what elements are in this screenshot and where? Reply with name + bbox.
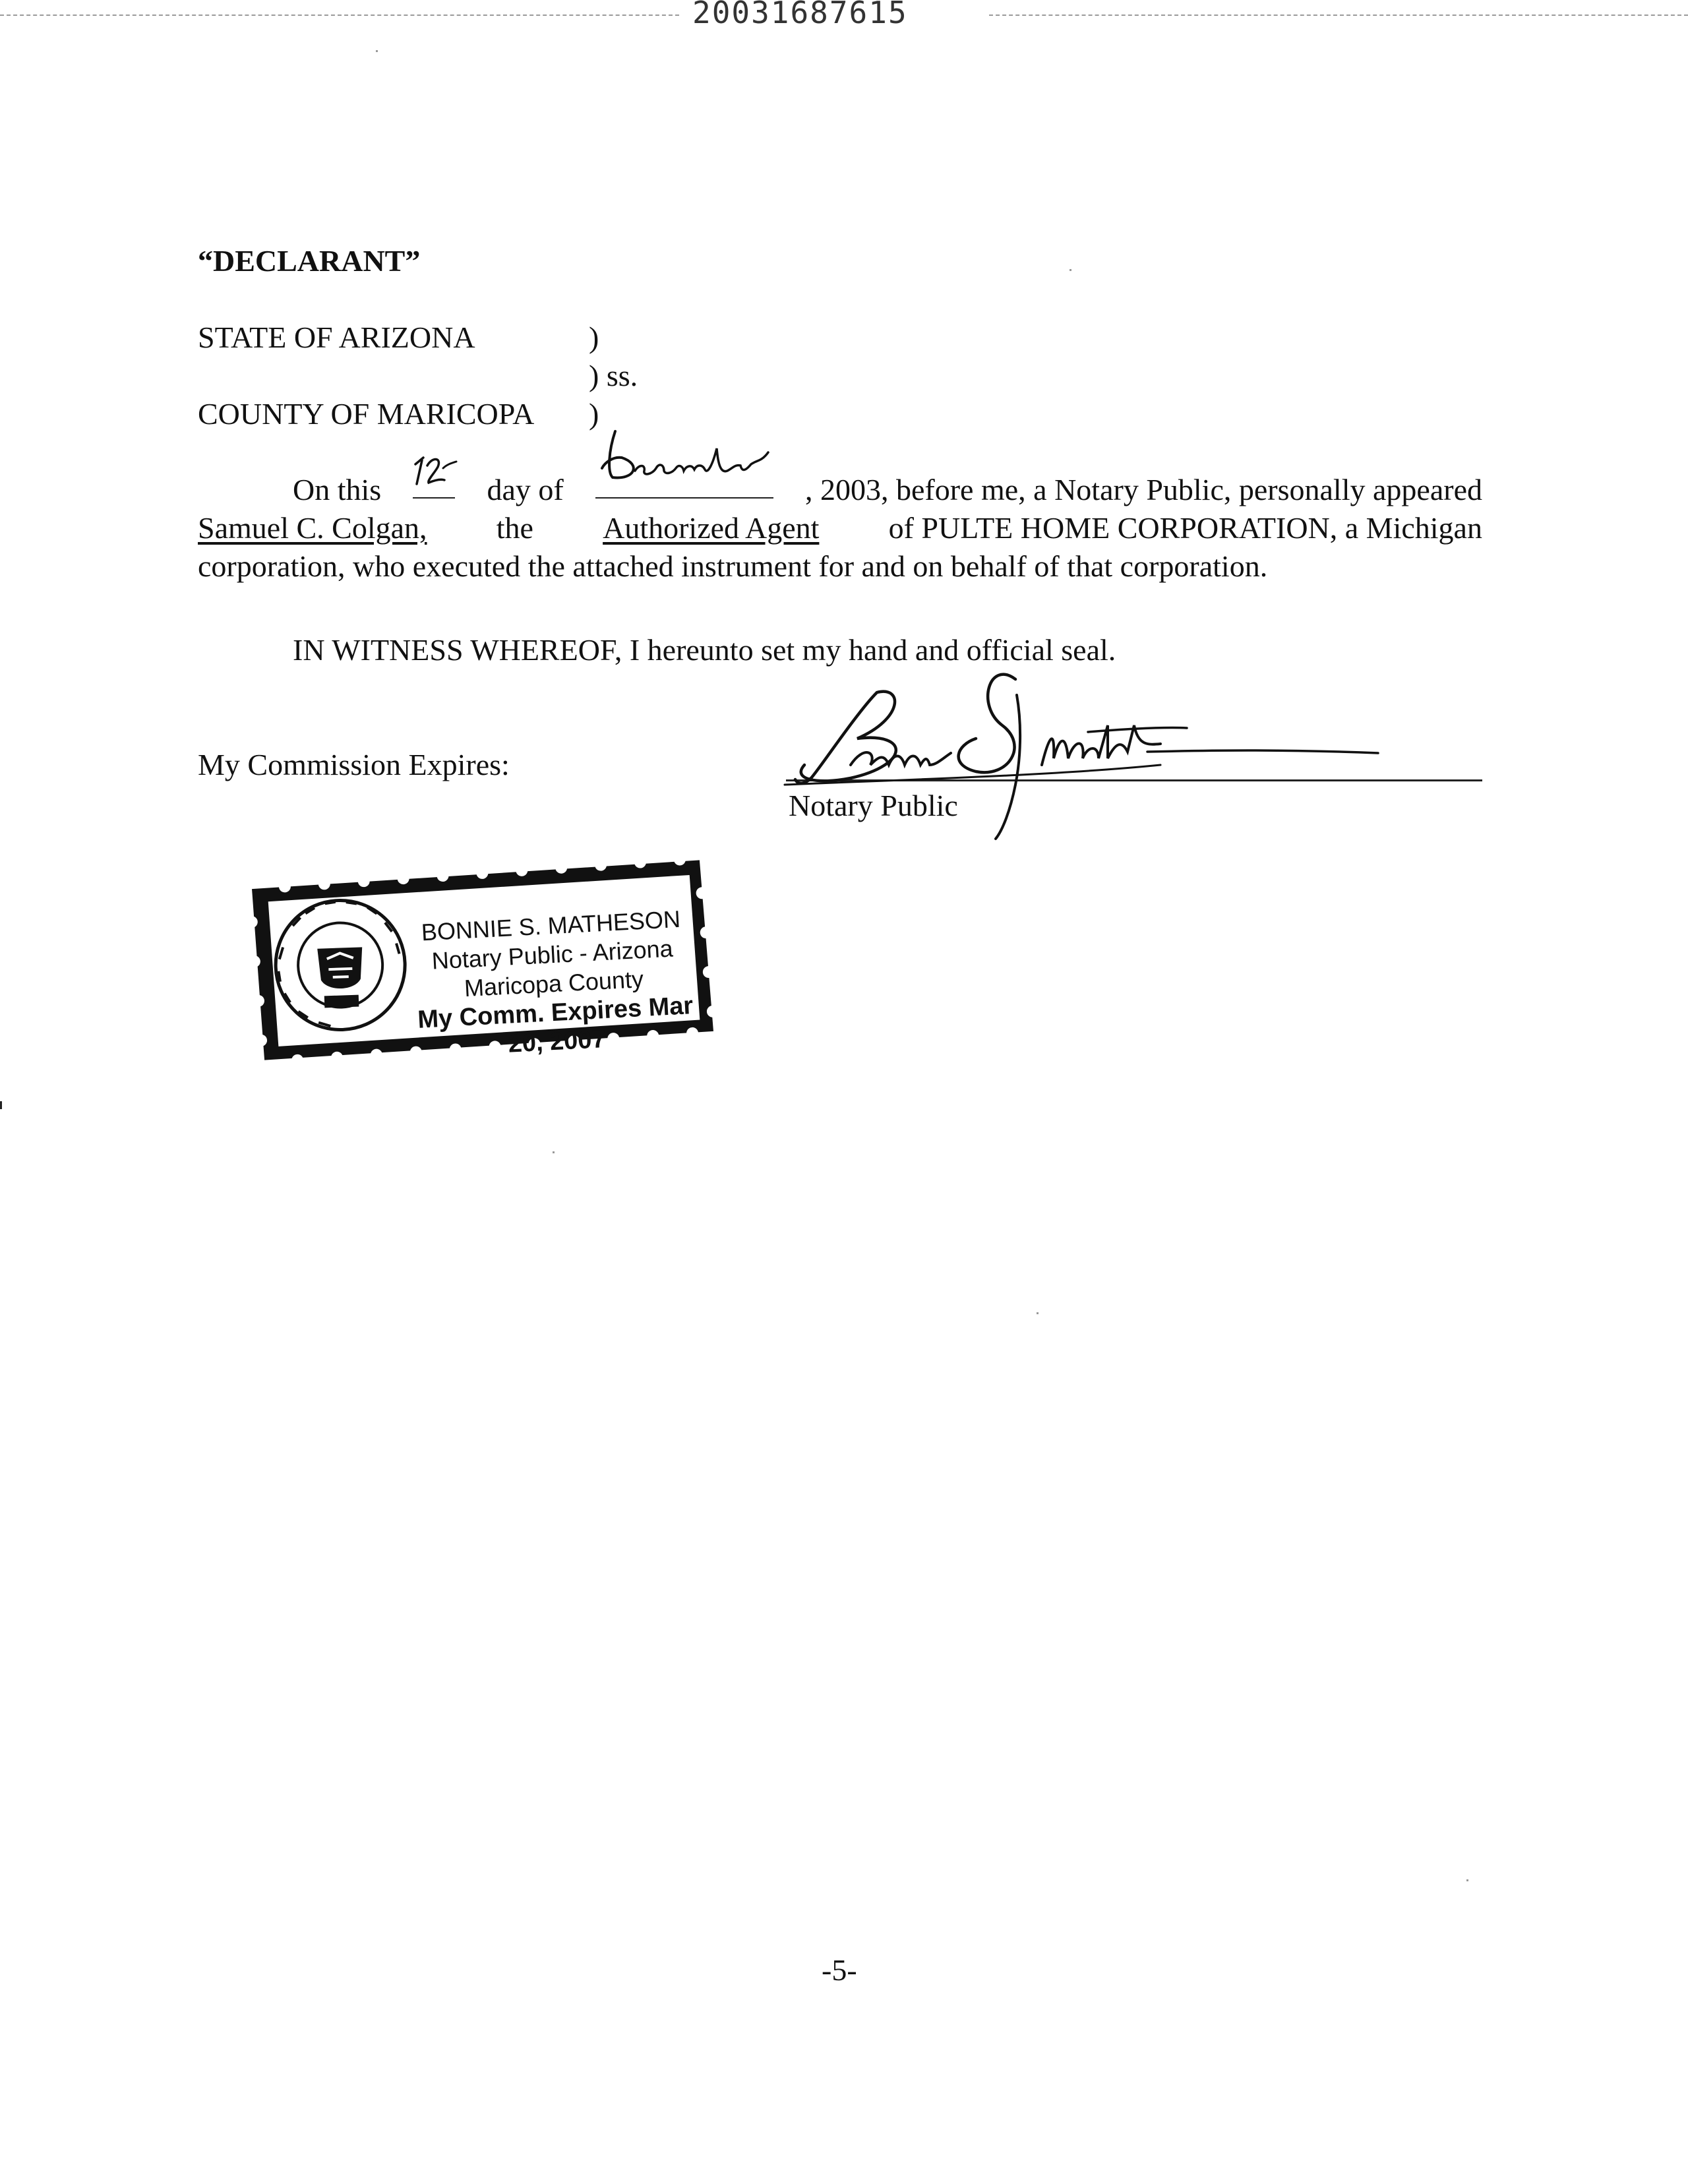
stamp-notary-name: BONNIE S. MATHESON — [420, 905, 681, 946]
declarant-heading: “DECLARANT” — [198, 244, 421, 278]
page-number: -5- — [822, 1953, 857, 1987]
commission-expires-label: My Commission Expires: — [198, 748, 510, 781]
on-this-text: On this — [293, 473, 382, 506]
scan-speck — [553, 1151, 555, 1153]
signer-name: Samuel C. Colgan, — [198, 511, 427, 545]
stamp-county: Maricopa County — [464, 965, 644, 1002]
day-blank — [413, 471, 455, 499]
scan-speck — [1070, 269, 1071, 271]
acknowledgment-line-3: corporation, who executed the attached instrument for and on behalf of that corporation. — [198, 549, 1268, 583]
recording-number: 20031687615 — [692, 0, 908, 30]
arizona-seal-icon — [274, 898, 407, 1032]
venue-ss: ) ss. — [589, 359, 638, 392]
venue-paren: ) — [589, 320, 599, 354]
venue-state: STATE OF ARIZONA — [198, 320, 475, 354]
stamp-notary-title: Notary Public - Arizona — [431, 934, 674, 975]
notary-stamp-text — [392, 903, 716, 1065]
day-of-text: day of — [487, 473, 564, 506]
witness-statement: IN WITNESS WHEREOF, I hereunto set my hand and official seal. — [293, 633, 1116, 667]
corporation-text: of PULTE HOME CORPORATION, a Michigan — [888, 511, 1482, 545]
scan-speck — [1037, 1312, 1039, 1314]
handwritten-day — [413, 451, 459, 491]
handwritten-month — [595, 425, 780, 491]
stamp-expiration: My Comm. Expires Mar 20, 2007 — [417, 992, 694, 1058]
venue-county: COUNTY OF MARICOPA — [198, 397, 535, 431]
acknowledgment-line-2 — [198, 509, 1482, 547]
scan-speck — [376, 50, 378, 52]
header-rule-left — [0, 15, 679, 16]
header-rule-right — [989, 15, 1688, 16]
the-text: the — [496, 511, 533, 545]
signer-title: Authorized Agent — [603, 511, 820, 545]
acknowledgment-line-1 — [198, 471, 1482, 509]
year-text: , 2003, before me, a Notary Public, personally appeared — [805, 473, 1482, 506]
notary-public-label: Notary Public — [789, 789, 958, 822]
scan-speck — [0, 1101, 2, 1109]
month-blank — [595, 471, 773, 499]
notary-signature — [778, 666, 1398, 844]
scan-speck — [1466, 1879, 1468, 1881]
acknowledgment-paragraph — [198, 471, 1482, 586]
venue-paren: ) — [589, 397, 599, 431]
